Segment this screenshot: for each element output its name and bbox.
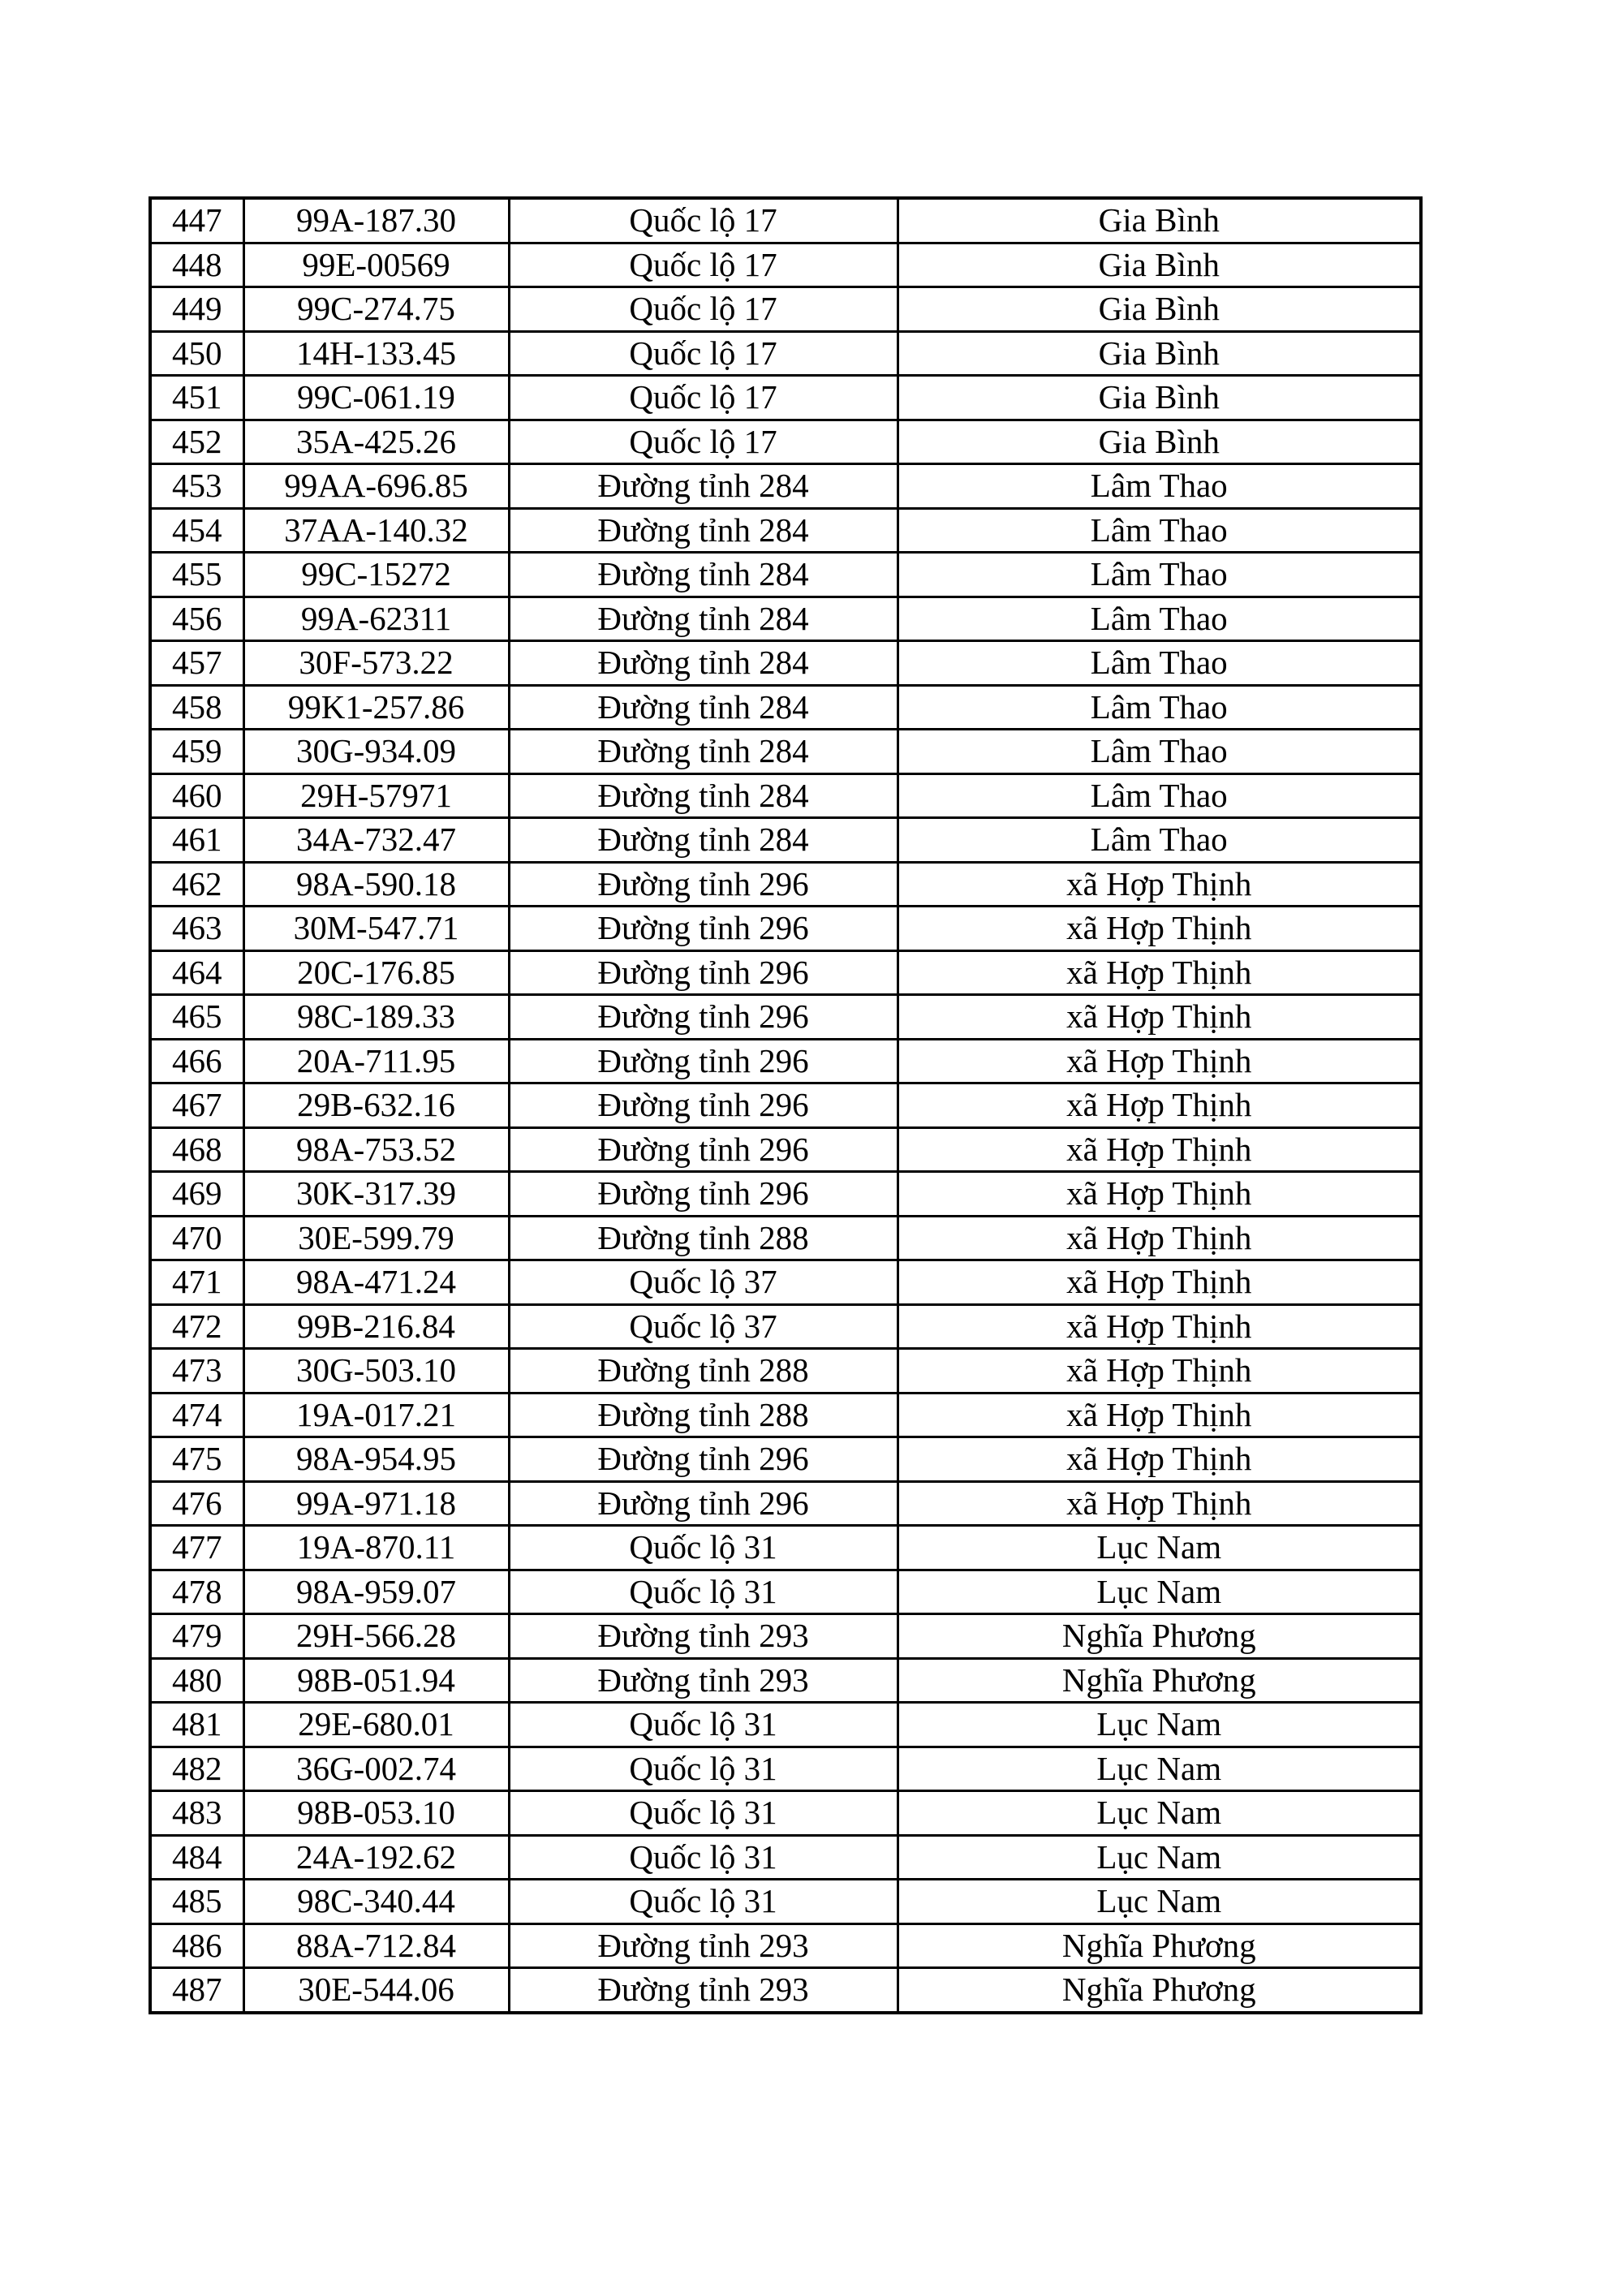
road-cell: Đường tỉnh 293 (509, 1658, 898, 1703)
row-number-cell: 477 (150, 1526, 243, 1570)
road-cell: Đường tỉnh 293 (509, 1923, 898, 1968)
table-row (150, 597, 1421, 641)
license-plate-cell: 20C-176.85 (243, 950, 509, 995)
location-cell: Lục Nam (898, 1703, 1421, 1747)
table-row (150, 1658, 1421, 1703)
table-row (150, 862, 1421, 907)
road-cell: Đường tỉnh 293 (509, 1968, 898, 2013)
license-plate-cell: 99A-971.18 (243, 1481, 509, 1526)
license-plate-cell: 99A-187.30 (243, 198, 509, 243)
road-cell: Đường tỉnh 296 (509, 1083, 898, 1128)
road-cell: Quốc lộ 31 (509, 1703, 898, 1747)
location-cell: xã Hợp Thịnh (898, 1304, 1421, 1349)
road-cell: Đường tỉnh 288 (509, 1216, 898, 1260)
row-number-cell: 468 (150, 1127, 243, 1172)
road-cell: Quốc lộ 17 (509, 420, 898, 464)
location-cell: xã Hợp Thịnh (898, 1039, 1421, 1083)
license-plate-cell: 98A-959.07 (243, 1570, 509, 1614)
table-row (150, 1260, 1421, 1305)
row-number-cell: 450 (150, 331, 243, 376)
road-cell: Quốc lộ 31 (509, 1835, 898, 1880)
row-number-cell: 467 (150, 1083, 243, 1128)
location-cell: xã Hợp Thịnh (898, 907, 1421, 951)
location-cell: Lâm Thao (898, 553, 1421, 597)
license-plate-cell: 29E-680.01 (243, 1703, 509, 1747)
row-number-cell: 486 (150, 1923, 243, 1968)
row-number-cell: 474 (150, 1393, 243, 1437)
license-plate-cell: 30G-503.10 (243, 1349, 509, 1394)
road-cell: Đường tỉnh 293 (509, 1614, 898, 1659)
location-cell: Lâm Thao (898, 641, 1421, 686)
license-plate-cell: 19A-870.11 (243, 1526, 509, 1570)
location-cell: xã Hợp Thịnh (898, 995, 1421, 1040)
license-plate-cell: 99C-061.19 (243, 376, 509, 420)
license-plate-cell: 24A-192.62 (243, 1835, 509, 1880)
road-cell: Đường tỉnh 284 (509, 508, 898, 553)
table-row (150, 1216, 1421, 1260)
location-cell: Gia Bình (898, 243, 1421, 287)
license-plate-cell: 99E-00569 (243, 243, 509, 287)
license-plate-cell: 98A-590.18 (243, 862, 509, 907)
location-cell: Lâm Thao (898, 464, 1421, 509)
table-row (150, 1393, 1421, 1437)
table-row (150, 773, 1421, 818)
road-cell: Quốc lộ 31 (509, 1880, 898, 1924)
license-plate-cell: 98B-051.94 (243, 1658, 509, 1703)
table-row (150, 641, 1421, 686)
license-plate-cell: 99A-62311 (243, 597, 509, 641)
location-cell: Lục Nam (898, 1747, 1421, 1791)
row-number-cell: 456 (150, 597, 243, 641)
row-number-cell: 466 (150, 1039, 243, 1083)
license-plate-cell: 98A-954.95 (243, 1437, 509, 1482)
table-row (150, 1923, 1421, 1968)
location-cell: xã Hợp Thịnh (898, 1349, 1421, 1394)
road-cell: Quốc lộ 31 (509, 1526, 898, 1570)
table-row (150, 685, 1421, 730)
row-number-cell: 448 (150, 243, 243, 287)
location-cell: xã Hợp Thịnh (898, 1216, 1421, 1260)
table-body (150, 198, 1421, 2013)
table-row (150, 730, 1421, 774)
row-number-cell: 484 (150, 1835, 243, 1880)
row-number-cell: 480 (150, 1658, 243, 1703)
license-plate-cell: 29H-566.28 (243, 1614, 509, 1659)
license-plate-cell: 99AA-696.85 (243, 464, 509, 509)
row-number-cell: 471 (150, 1260, 243, 1305)
license-plate-cell: 36G-002.74 (243, 1747, 509, 1791)
road-cell: Quốc lộ 31 (509, 1747, 898, 1791)
location-cell: xã Hợp Thịnh (898, 1260, 1421, 1305)
location-cell: xã Hợp Thịnh (898, 1437, 1421, 1482)
table-row (150, 1968, 1421, 2013)
table-row (150, 420, 1421, 464)
table-row (150, 950, 1421, 995)
road-cell: Đường tỉnh 288 (509, 1393, 898, 1437)
location-cell: xã Hợp Thịnh (898, 1083, 1421, 1128)
table-row (150, 1039, 1421, 1083)
table-row (150, 376, 1421, 420)
license-plate-cell: 30G-934.09 (243, 730, 509, 774)
row-number-cell: 475 (150, 1437, 243, 1482)
table-row (150, 331, 1421, 376)
location-cell: Gia Bình (898, 198, 1421, 243)
row-number-cell: 487 (150, 1968, 243, 2013)
license-plate-cell: 99B-216.84 (243, 1304, 509, 1349)
road-cell: Đường tỉnh 296 (509, 1437, 898, 1482)
road-cell: Đường tỉnh 284 (509, 597, 898, 641)
license-plate-cell: 30E-599.79 (243, 1216, 509, 1260)
table-row (150, 1835, 1421, 1880)
table-row (150, 553, 1421, 597)
table-row (150, 1747, 1421, 1791)
table-row (150, 1127, 1421, 1172)
row-number-cell: 458 (150, 685, 243, 730)
table-row (150, 464, 1421, 509)
road-cell: Quốc lộ 31 (509, 1570, 898, 1614)
table-row (150, 1570, 1421, 1614)
road-cell: Đường tỉnh 284 (509, 685, 898, 730)
road-cell: Đường tỉnh 296 (509, 1172, 898, 1217)
table-row (150, 198, 1421, 243)
location-cell: Lâm Thao (898, 730, 1421, 774)
license-plate-cell: 30F-573.22 (243, 641, 509, 686)
road-cell: Quốc lộ 17 (509, 376, 898, 420)
row-number-cell: 465 (150, 995, 243, 1040)
road-cell: Đường tỉnh 296 (509, 995, 898, 1040)
road-cell: Đường tỉnh 284 (509, 730, 898, 774)
table-row (150, 1526, 1421, 1570)
table-row (150, 1083, 1421, 1128)
road-cell: Đường tỉnh 288 (509, 1349, 898, 1394)
location-cell: Lâm Thao (898, 508, 1421, 553)
table-row (150, 1172, 1421, 1217)
location-cell: Lục Nam (898, 1570, 1421, 1614)
location-cell: Nghĩa Phương (898, 1658, 1421, 1703)
row-number-cell: 476 (150, 1481, 243, 1526)
table-row (150, 1614, 1421, 1659)
road-cell: Đường tỉnh 296 (509, 950, 898, 995)
license-plate-cell: 30K-317.39 (243, 1172, 509, 1217)
road-cell: Đường tỉnh 296 (509, 1481, 898, 1526)
row-number-cell: 459 (150, 730, 243, 774)
license-plate-cell: 34A-732.47 (243, 818, 509, 863)
location-cell: Lục Nam (898, 1880, 1421, 1924)
table-row (150, 1481, 1421, 1526)
table-row (150, 1437, 1421, 1482)
location-cell: xã Hợp Thịnh (898, 1393, 1421, 1437)
road-cell: Đường tỉnh 284 (509, 553, 898, 597)
location-cell: Lâm Thao (898, 685, 1421, 730)
location-cell: Lục Nam (898, 1835, 1421, 1880)
row-number-cell: 462 (150, 862, 243, 907)
table-row (150, 907, 1421, 951)
row-number-cell: 449 (150, 287, 243, 332)
license-plate-cell: 98B-053.10 (243, 1791, 509, 1836)
license-plate-cell: 98C-340.44 (243, 1880, 509, 1924)
row-number-cell: 470 (150, 1216, 243, 1260)
license-plate-cell: 99C-274.75 (243, 287, 509, 332)
location-cell: xã Hợp Thịnh (898, 1481, 1421, 1526)
table-row (150, 287, 1421, 332)
row-number-cell: 454 (150, 508, 243, 553)
table-row (150, 995, 1421, 1040)
location-cell: xã Hợp Thịnh (898, 1172, 1421, 1217)
table-row (150, 1349, 1421, 1394)
location-cell: Gia Bình (898, 376, 1421, 420)
row-number-cell: 461 (150, 818, 243, 863)
row-number-cell: 482 (150, 1747, 243, 1791)
license-plate-cell: 20A-711.95 (243, 1039, 509, 1083)
location-cell: Lâm Thao (898, 818, 1421, 863)
row-number-cell: 478 (150, 1570, 243, 1614)
license-plate-cell: 30M-547.71 (243, 907, 509, 951)
license-plate-cell: 30E-544.06 (243, 1968, 509, 2013)
license-plate-cell: 37AA-140.32 (243, 508, 509, 553)
license-plate-cell: 29B-632.16 (243, 1083, 509, 1128)
road-cell: Đường tỉnh 284 (509, 464, 898, 509)
table-row (150, 243, 1421, 287)
table-row (150, 1703, 1421, 1747)
license-plate-cell: 99C-15272 (243, 553, 509, 597)
location-cell: Nghĩa Phương (898, 1968, 1421, 2013)
road-cell: Đường tỉnh 284 (509, 641, 898, 686)
road-cell: Đường tỉnh 296 (509, 1039, 898, 1083)
license-plate-cell: 98A-753.52 (243, 1127, 509, 1172)
road-cell: Đường tỉnh 296 (509, 907, 898, 951)
license-plate-cell: 29H-57971 (243, 773, 509, 818)
road-cell: Quốc lộ 17 (509, 331, 898, 376)
row-number-cell: 483 (150, 1791, 243, 1836)
violation-table (149, 196, 1423, 2014)
row-number-cell: 451 (150, 376, 243, 420)
table-row (150, 1791, 1421, 1836)
location-cell: xã Hợp Thịnh (898, 950, 1421, 995)
license-plate-cell: 19A-017.21 (243, 1393, 509, 1437)
row-number-cell: 469 (150, 1172, 243, 1217)
row-number-cell: 479 (150, 1614, 243, 1659)
row-number-cell: 452 (150, 420, 243, 464)
license-plate-cell: 99K1-257.86 (243, 685, 509, 730)
license-plate-cell: 98A-471.24 (243, 1260, 509, 1305)
road-cell: Quốc lộ 37 (509, 1304, 898, 1349)
row-number-cell: 460 (150, 773, 243, 818)
road-cell: Quốc lộ 37 (509, 1260, 898, 1305)
license-plate-cell: 88A-712.84 (243, 1923, 509, 1968)
license-plate-cell: 14H-133.45 (243, 331, 509, 376)
location-cell: xã Hợp Thịnh (898, 862, 1421, 907)
road-cell: Quốc lộ 17 (509, 243, 898, 287)
location-cell: Gia Bình (898, 331, 1421, 376)
row-number-cell: 457 (150, 641, 243, 686)
row-number-cell: 455 (150, 553, 243, 597)
location-cell: Gia Bình (898, 420, 1421, 464)
row-number-cell: 463 (150, 907, 243, 951)
location-cell: Lục Nam (898, 1526, 1421, 1570)
location-cell: Nghĩa Phương (898, 1614, 1421, 1659)
table-row (150, 508, 1421, 553)
location-cell: Lâm Thao (898, 773, 1421, 818)
table-row (150, 1880, 1421, 1924)
road-cell: Đường tỉnh 284 (509, 773, 898, 818)
table-row (150, 818, 1421, 863)
row-number-cell: 473 (150, 1349, 243, 1394)
license-plate-cell: 98C-189.33 (243, 995, 509, 1040)
table-row (150, 1304, 1421, 1349)
row-number-cell: 447 (150, 198, 243, 243)
road-cell: Đường tỉnh 284 (509, 818, 898, 863)
location-cell: Lâm Thao (898, 597, 1421, 641)
location-cell: Lục Nam (898, 1791, 1421, 1836)
row-number-cell: 453 (150, 464, 243, 509)
row-number-cell: 485 (150, 1880, 243, 1924)
row-number-cell: 472 (150, 1304, 243, 1349)
road-cell: Đường tỉnh 296 (509, 862, 898, 907)
road-cell: Quốc lộ 17 (509, 198, 898, 243)
location-cell: Gia Bình (898, 287, 1421, 332)
location-cell: Nghĩa Phương (898, 1923, 1421, 1968)
road-cell: Quốc lộ 17 (509, 287, 898, 332)
row-number-cell: 481 (150, 1703, 243, 1747)
road-cell: Quốc lộ 31 (509, 1791, 898, 1836)
license-plate-cell: 35A-425.26 (243, 420, 509, 464)
road-cell: Đường tỉnh 296 (509, 1127, 898, 1172)
row-number-cell: 464 (150, 950, 243, 995)
location-cell: xã Hợp Thịnh (898, 1127, 1421, 1172)
